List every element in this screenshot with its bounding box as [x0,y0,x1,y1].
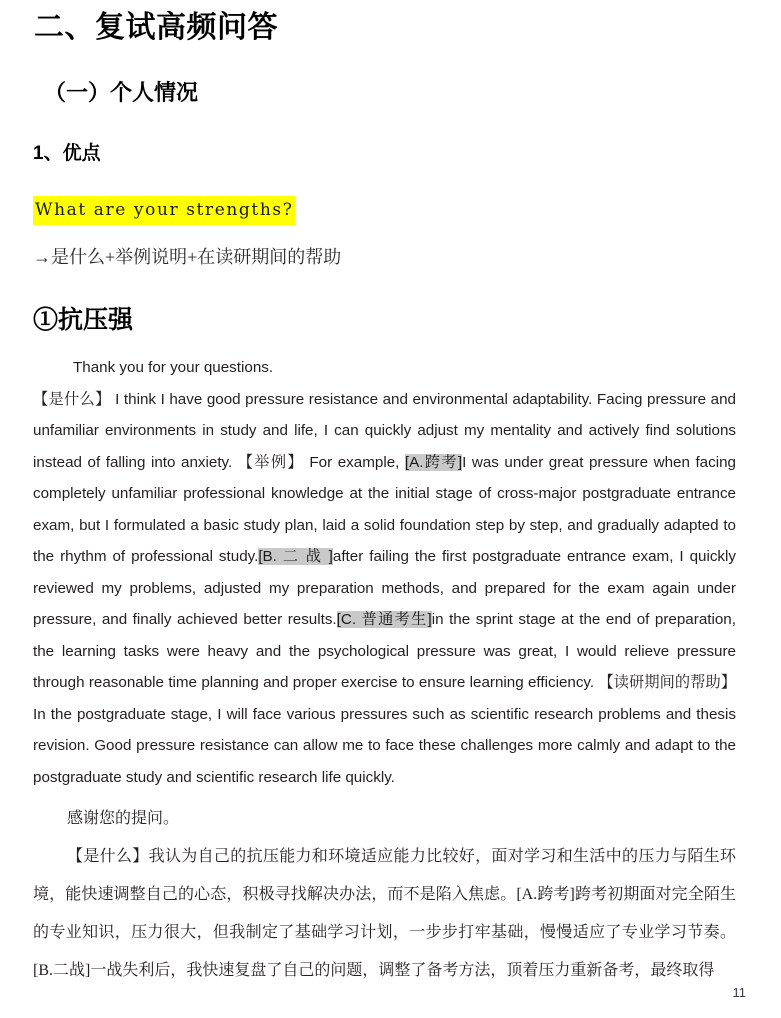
english-main-paragraph [33,384,736,794]
subsection-heading: 1、优点 [33,143,101,164]
tag-option-c: [C. 普通考生] [336,611,432,628]
english-answer-body [33,352,736,793]
english-segment-6: In the postgraduate stage, I will face various pressures such as scientific research problems and thesis revision. Good pressure resistance can allow me to face these challenges more calmly and adapt to the postgraduate study and scientific research life quickly. [33,705,736,786]
chinese-opening-paragraph [33,800,736,838]
english-segment-1: I think I have good pressure resistance and environmental adaptability. Facing pressure and unfamiliar environments in study and life, I can quickly adjust my mentality and actively find solutions instead of falling into anxiety. [33,390,737,471]
chinese-tag-option-a: [A.跨考] [516,886,575,903]
label-example: 【举例】 [237,453,304,471]
chinese-answer-body [33,800,736,990]
tag-option-a: [A.跨考] [404,453,463,471]
tag-option-b: [B. 二 战 ] [258,548,333,565]
chinese-opening-text: 感谢您的提问。 [67,810,180,827]
chinese-tag-option-b: [B.二战] [33,962,91,979]
english-opening-paragraph [33,352,736,384]
english-segment-3: I was under great pressure when facing completely unfamiliar professional knowledge at the initial stage of cross-major postgraduate entrance exam, but I formulated a basic study plan, laid a solid foundation step by step, and gradually adapted to the rhythm of professional study. [33,453,736,565]
english-segment-2: For example, [303,453,405,471]
answer-point-heading: ①抗压强 [33,306,134,334]
english-segment-4: after failing the first postgraduate entrance exam, I quickly reviewed my problems, adjusted my preparation methods, and prepared for the exam again under pressure, and finally achieved better results. [33,548,736,628]
question-structure-note: →是什么+举例说明+在读研期间的帮助 [33,247,342,267]
label-what-is-it: 【是什么】 [33,390,111,408]
highlighted-question [33,196,295,225]
label-grad-help: 【读研期间的帮助】 [598,674,737,691]
chinese-label-what-is-it: 【是什么】 [67,848,149,865]
section-heading: （一）个人情况 [44,80,199,105]
question-text: What are your strengths? [33,196,295,225]
chinese-segment-3: 一战失利后，我快速复盘了自己的问题，调整了备考方法，顶着压力重新备考，最终取得 [90,962,715,979]
chinese-segment-1: 我认为自己的抗压能力和环境适应能力比较好，面对学习和生活中的压力与陌生环境，能快速调整自己的心态，积极寻找解决办法，而不是陷入焦虑。 [33,848,736,903]
chinese-segment-2: 跨考初期面对完全陌生的专业知识，压力很大，但我制定了基础学习计划，一步步打牢基础，慢慢适应了专业学习节奏。 [33,886,736,941]
page-title: 二、复试高频问答 [34,11,278,44]
page-number: 11 [732,985,746,1000]
chinese-main-paragraph [33,838,736,990]
english-segment-5: in the sprint stage at the end of preparation, the learning tasks were heavy and the psychological pressure was great, I would relieve pressure through reasonable time planning and proper exercise to ensure learning efficiency. [33,611,736,691]
english-opening-text: Thank you for your questions. [73,359,274,376]
